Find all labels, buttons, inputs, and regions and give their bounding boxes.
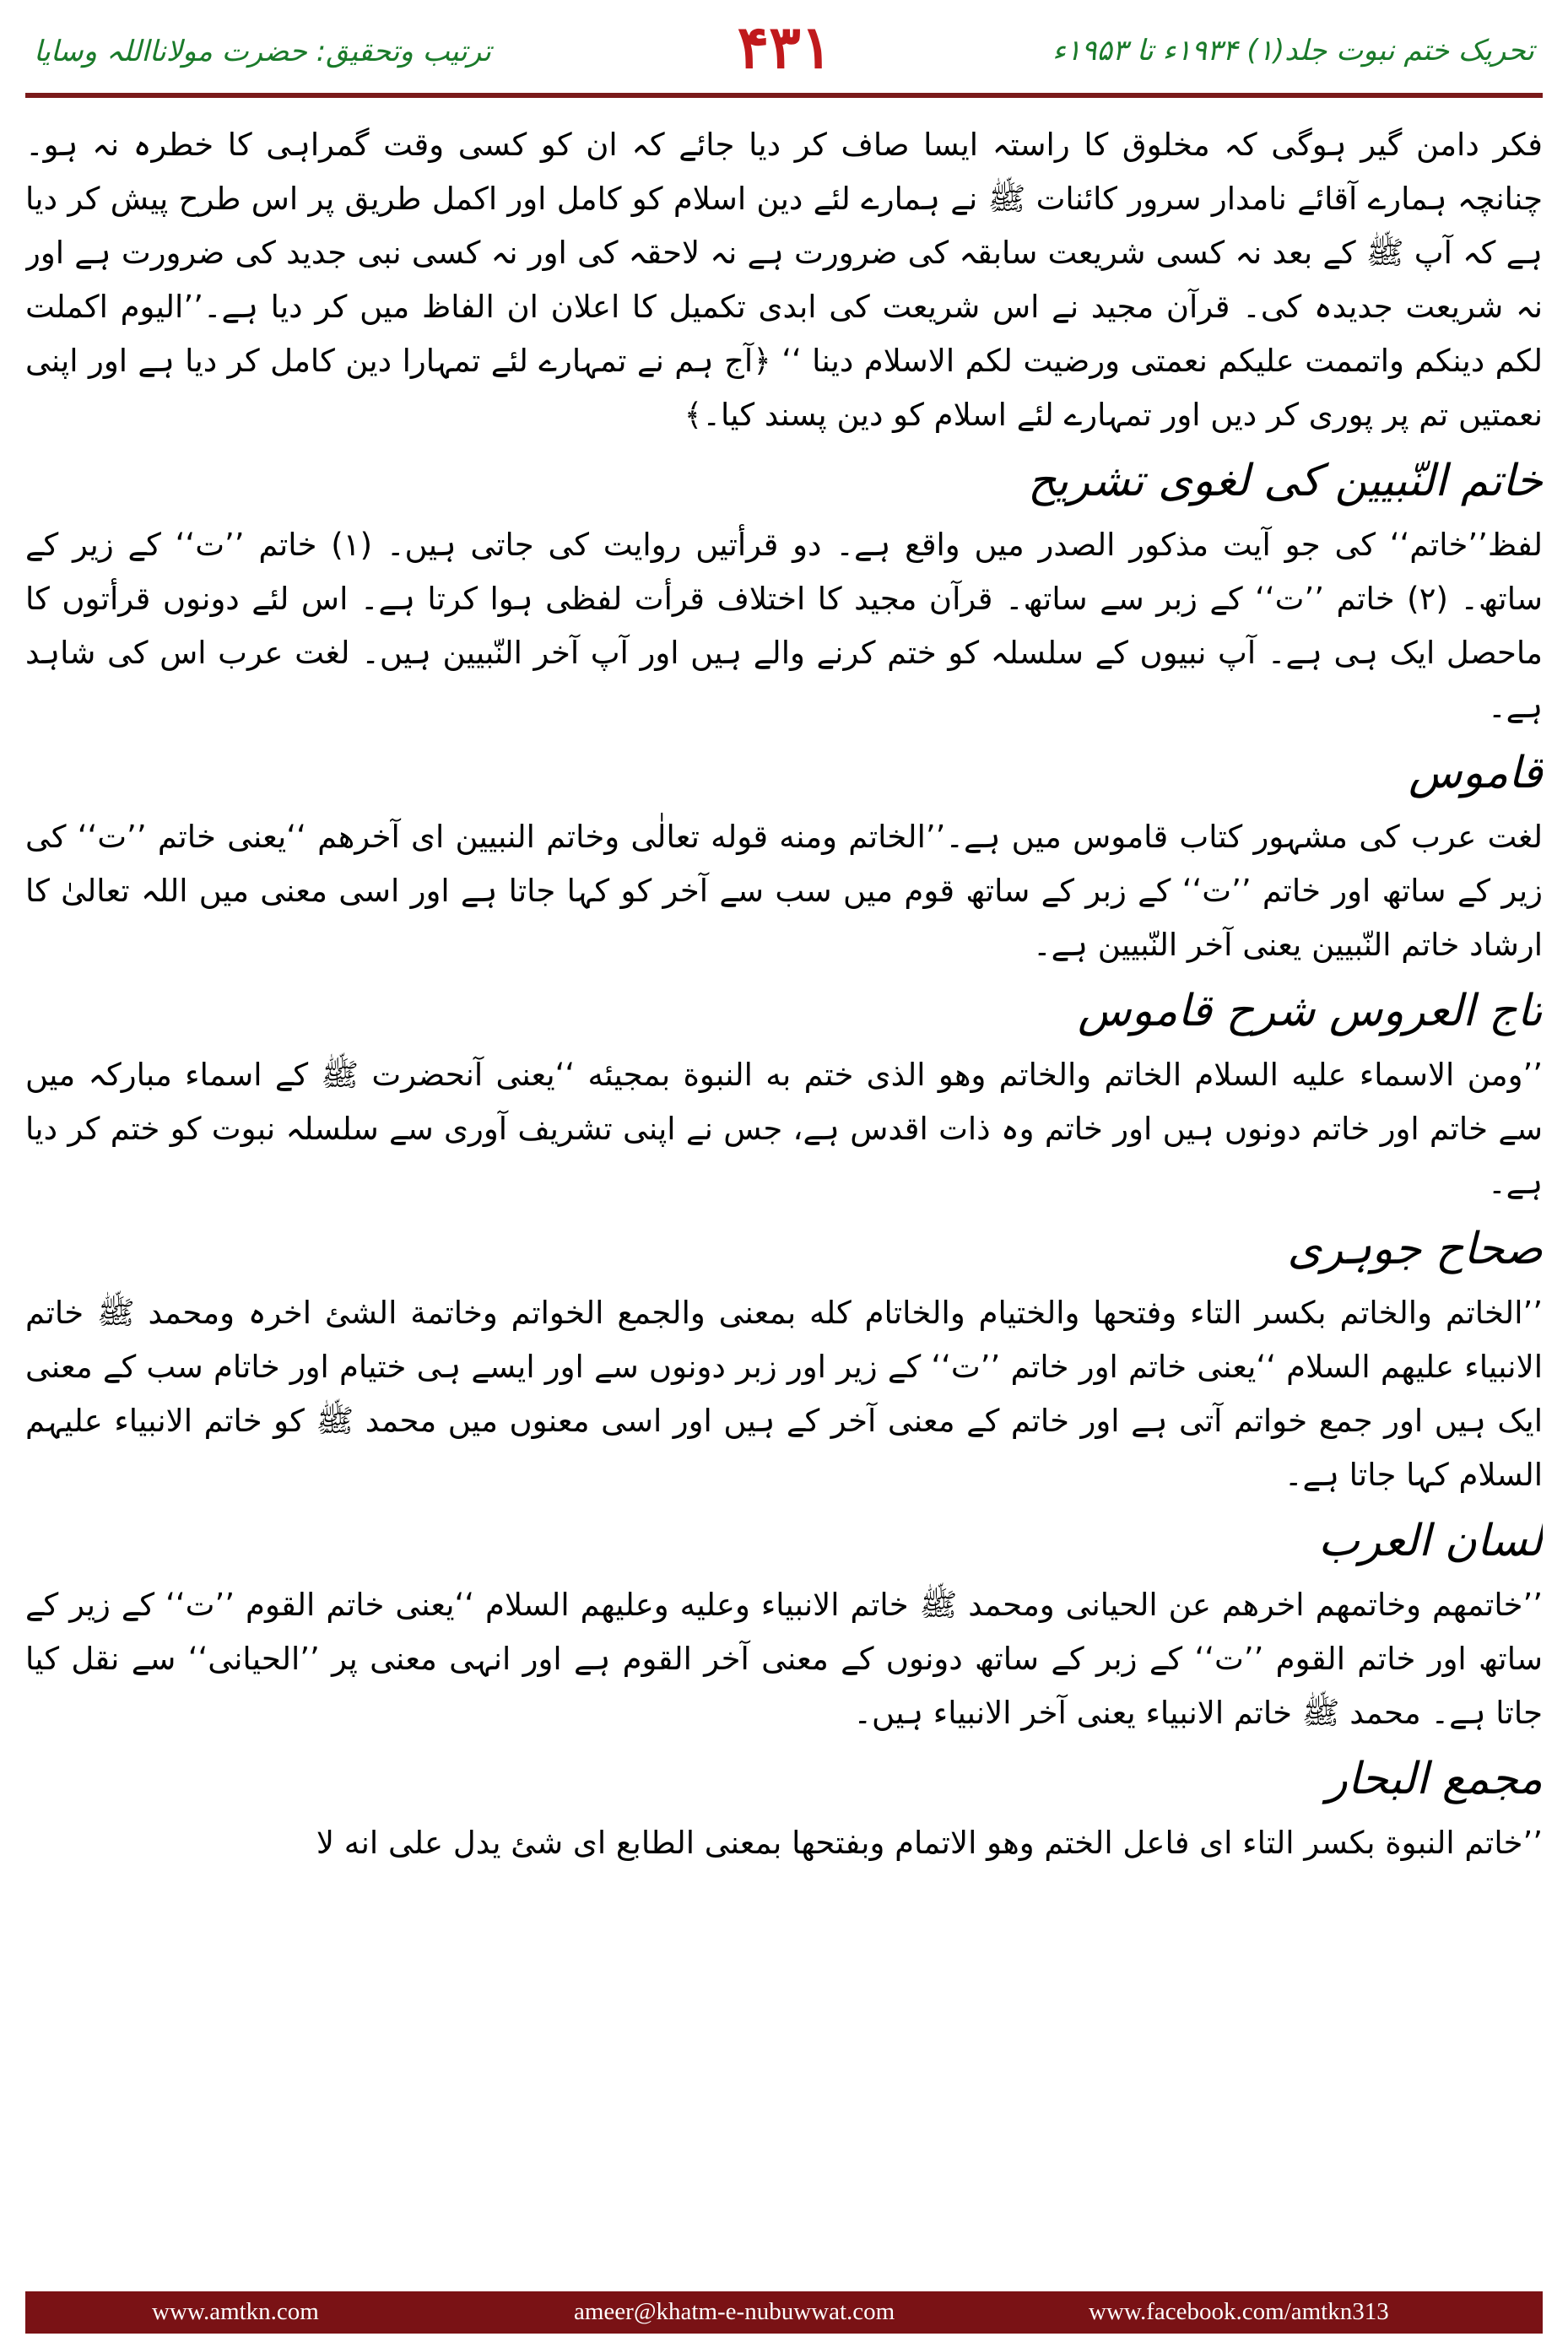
- section-heading: خاتم النّبیین کی لغوی تشریح: [1027, 456, 1543, 506]
- section-paragraph: ’’خاتمھم وخاتمھم اخرھم عن الحیانی ومحمد ﷺ خاتم الانبیاء وعلیه وعلیھم السلام ‘‘یعنی خاتم القوم ’’ت‘‘ کے زیر کے ساتھ اور خاتم القوم ’’ت‘‘ کے زبر کے ساتھ دونوں کے معنی آخر القوم ہے اور انہی معنی پر ’’الحیانی‘‘ سے نقل کیا جاتا ہے۔ محمد ﷺ خاتم الانبیاء یعنی آخر الانبیاء ہیں۔: [25, 1587, 1543, 1731]
- header-book-title: تحریک ختم نبوت جلد(۱) ۱۹۳۴ء تا ۱۹۵۳ء: [1052, 34, 1534, 68]
- intro-paragraph: فکر دامن گیر ہوگی کہ مخلوق کا راستہ ایسا صاف کر دیا جائے کہ ان کو کسی وقت گمراہی کا خطرہ نہ ہو۔ چنانچہ ہمارے آقائے نامدار سرور کائنات ﷺ نے ہمارے لئے دین اسلام کو کامل اور اکمل طریق پر اس طرح پیش کر دیا ہے کہ آپ ﷺ کے بعد نہ کسی شریعت سابقہ کی ضرورت ہے نہ لاحقہ کی اور نہ کسی نبی جدید کی ضرورت ہے اور نہ شریعت جدیدہ کی۔ قرآن مجید نے اس شریعت کی ابدی تکمیل کا اعلان ان الفاظ میں کر دیا ہے۔’’الیوم اکملت لکم دینکم واتممت علیکم نعمتی ورضیت لکم الاسلام دینا ‘‘ ﴿آج ہم نے تمہارے لئے تمہارا دین کامل کر دیا ہے اور اپنی نعمتیں تم پر پوری کر دیں اور تمہارے لئے اسلام کو دین پسند کیا۔﴾: [25, 127, 1543, 433]
- header-compiler: ترتیب وتحقیق: حضرت مولانااللہ وسایا: [34, 35, 491, 68]
- section-heading: قاموس: [1408, 748, 1543, 798]
- page-number: ۴۳۱: [737, 12, 833, 82]
- footer-website-link[interactable]: www.amtkn.com: [152, 2298, 319, 2325]
- section-heading: مجمع البحار: [1326, 1754, 1543, 1804]
- section-heading: لسان العرب: [1318, 1516, 1543, 1566]
- page-header: [0, 0, 1568, 97]
- page-footer: [25, 2291, 1543, 2334]
- section-heading: تاج العروس شرح قاموس: [1078, 986, 1543, 1036]
- section-paragraph: ’’ومن الاسماء علیه السلام الخاتم والخاتم وھو الذی ختم به النبوة بمجیئه ‘‘یعنی آنحضرت ﷺ کے اسماء مبارکہ میں سے خاتم اور خاتم دونوں ہیں اور خاتم وہ ذات اقدس ہے، جس نے اپنی تشریف آوری سے سلسلہ نبوت کو ختم کر دیا ہے۔: [25, 1057, 1543, 1201]
- footer-email-link[interactable]: ameer@khatm-e-nubuwwat.com: [574, 2298, 895, 2325]
- section-paragraph: لفظ’’خاتم‘‘ کی جو آیت مذکور الصدر میں واقع ہے۔ دو قرأتیں روایت کی جاتی ہیں۔ (۱) خاتم ’’ت‘‘ کے زیر کے ساتھ۔ (۲) خاتم ’’ت‘‘ کے زبر سے ساتھ۔ قرآن مجید کا اختلاف قرأت لفظی ہوا کرتا ہے۔ اس لئے دونوں قرأتوں کا ماحصل ایک ہی ہے۔ آپ نبیوں کے سلسلہ کو ختم کرنے والے ہیں اور آپ آخر النّبیین ہیں۔ لغت عرب اس کی شاہد ہے۔: [25, 527, 1543, 725]
- section-paragraph: ’’خاتم النبوة بکسر التاء ای فاعل الختم وھو الاتمام وبفتحھا بمعنی الطابع ای شئ یدل علی انه لا: [316, 1825, 1543, 1861]
- section-paragraph: ’’الخاتم والخاتم بکسر التاء وفتحھا والختیام والخاتام کله بمعنی والجمع الخواتم وخاتمة الشئ اخرہ ومحمد ﷺ خاتم الانبیاء علیھم السلام ‘‘یعنی خاتم اور خاتم ’’ت‘‘ کے زیر اور زبر دونوں سے اور ایسے ہی ختیام اور خاتام سب کے معنی ایک ہیں اور جمع خواتم آتی ہے اور خاتم کے معنی آخر کے ہیں اور اسی معنوں میں محمد ﷺ کو خاتم الانبیاء علیہم السلام کہا جاتا ہے۔: [25, 1295, 1543, 1493]
- section-paragraph: لغت عرب کی مشہور کتاب قاموس میں ہے۔’’الخاتم ومنه قوله تعالٰی وخاتم النبیین ای آخرھم ‘‘یعنی خاتم ’’ت‘‘ کی زیر کے ساتھ اور خاتم ’’ت‘‘ کے زبر کے ساتھ قوم میں سب سے آخر کو کہا جاتا ہے اور اسی معنی میں اللہ تعالیٰ کا ارشاد خاتم النّبیین یعنی آخر النّبیین ہے۔: [25, 819, 1543, 963]
- page-body: [25, 118, 1543, 2253]
- section-heading: صحاح جوہری: [1287, 1224, 1543, 1274]
- footer-facebook-link[interactable]: www.facebook.com/amtkn313: [1089, 2298, 1389, 2325]
- header-divider: [25, 93, 1543, 98]
